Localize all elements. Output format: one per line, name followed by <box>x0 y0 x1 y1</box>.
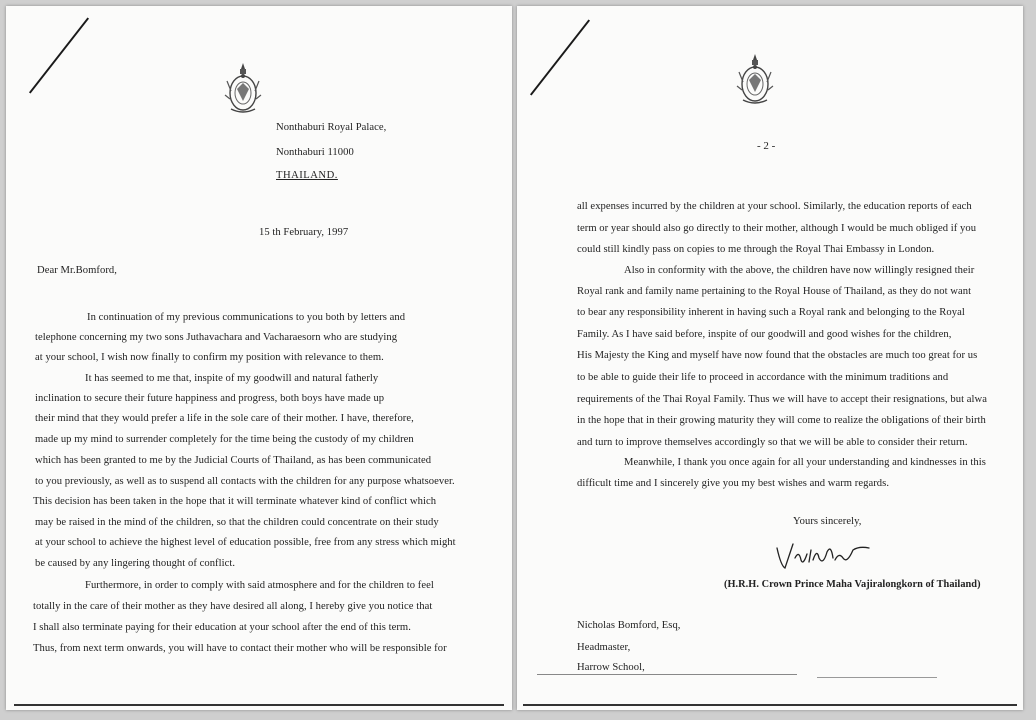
salutation: Dear Mr.Bomford, <box>37 265 117 276</box>
body-line: requirements of the Thai Royal Family. Thus we will have to accept their resignations, but alwa <box>577 394 987 405</box>
body-line: It has seemed to me that, inspite of my goodwill and natural fatherly <box>85 373 379 384</box>
body-line: to be able to guide their life to proceed in accordance with the minimum traditions and <box>577 372 949 383</box>
body-line: inclination to secure their future happiness and progress, both boys have made up <box>35 393 385 404</box>
closing: Yours sincerely, <box>793 516 862 527</box>
body-line: telephone concerning my two sons Juthavachara and Vacharaesorn who are studying <box>35 332 398 343</box>
body-line: made up my mind to surrender completely for the time being the custody of my children <box>35 434 414 445</box>
body-line: and turn to improve themselves accordingly so that we will be able to consider their return. <box>577 437 968 448</box>
faint-rule <box>817 677 937 678</box>
body-line: Royal rank and family name pertaining to the Royal House of Thailand, as they do not want <box>577 286 972 297</box>
faint-rule <box>537 674 797 675</box>
body-line: This decision has been taken in the hope that it will terminate whatever kind of conflict which <box>33 496 437 507</box>
recipient-line: Nicholas Bomford, Esq, <box>577 620 681 631</box>
recipient-line: Headmaster, <box>577 642 631 653</box>
body-line: In continuation of my previous communications to you both by letters and <box>87 312 406 323</box>
body-line: His Majesty the King and myself have now found that the obstacles are much too great for us <box>577 350 978 361</box>
body-line: totally in the care of their mother as they have desired all along, I hereby give you notice that <box>33 601 433 612</box>
body-line: Thus, from next term onwards, you will have to contact their mother who will be responsible for <box>33 643 447 654</box>
body-line: to you previously, as well as to suspend all contacts with the children for any purpose whatsoever. <box>35 476 455 487</box>
body-line: be caused by any lingering thought of conflict. <box>35 558 236 569</box>
body-line: term or year should also go directly to their mother, although I would be much obliged if you <box>577 223 977 234</box>
signatory-name: (H.R.H. Crown Prince Maha Vajiralongkorn of Thailand) <box>724 579 981 590</box>
body-line: in the hope that in their growing maturity they will come to realize the obligations of their birth <box>577 415 986 426</box>
body-line: which has been granted to me by the Judicial Courts of Thailand, as has been communicated <box>35 455 432 466</box>
address-line: Nonthaburi Royal Palace, <box>276 122 387 133</box>
body-line: Also in conformity with the above, the children have now willingly resigned their <box>624 265 975 276</box>
handwritten-signature <box>773 536 873 576</box>
recipient-line: Harrow School, <box>577 662 645 673</box>
body-line: at your school to achieve the highest level of education possible, free from any stress which might <box>35 537 456 548</box>
body-line: difficult time and I sincerely give you my best wishes and warm regards. <box>577 478 890 489</box>
address-country: THAILAND. <box>276 170 338 181</box>
page-number: - 2 - <box>757 140 776 152</box>
body-line: could still kindly pass on copies to me through the Royal Thai Embassy in London. <box>577 244 935 255</box>
body-line: Meanwhile, I thank you once again for all your understanding and kindnesses in this <box>624 457 986 468</box>
body-line: their mind that they would prefer a life in the sole care of their mother. I have, therefore, <box>35 413 414 424</box>
body-line: I shall also terminate paying for their education at your school after the end of this term. <box>33 622 411 633</box>
letter-page-1 <box>6 6 512 710</box>
body-line: Furthermore, in order to comply with said atmosphere and for the children to feel <box>85 580 434 591</box>
body-line: to bear any responsibility inherent in having such a Royal rank and belonging to the Royal <box>577 307 965 318</box>
page-bottom-rule <box>523 704 1017 706</box>
royal-crest-emblem <box>221 61 265 117</box>
body-line: may be raised in the mind of the children, so that the children could concentrate on their study <box>35 517 439 528</box>
letter-date: 15 th February, 1997 <box>259 227 349 238</box>
pen-stroke-mark <box>530 19 590 95</box>
page-bottom-rule <box>14 704 504 706</box>
body-line: at your school, I wish now finally to confirm my position with relevance to them. <box>35 352 384 363</box>
address-line: Nonthaburi 11000 <box>276 147 354 158</box>
letter-page-2 <box>517 6 1023 710</box>
body-line: Family. As I have said before, inspite of our goodwill and good wishes for the children, <box>577 329 952 340</box>
pen-stroke-mark <box>29 17 89 93</box>
body-line: all expenses incurred by the children at your school. Similarly, the education reports of each <box>577 201 972 212</box>
royal-crest-emblem <box>733 52 777 108</box>
